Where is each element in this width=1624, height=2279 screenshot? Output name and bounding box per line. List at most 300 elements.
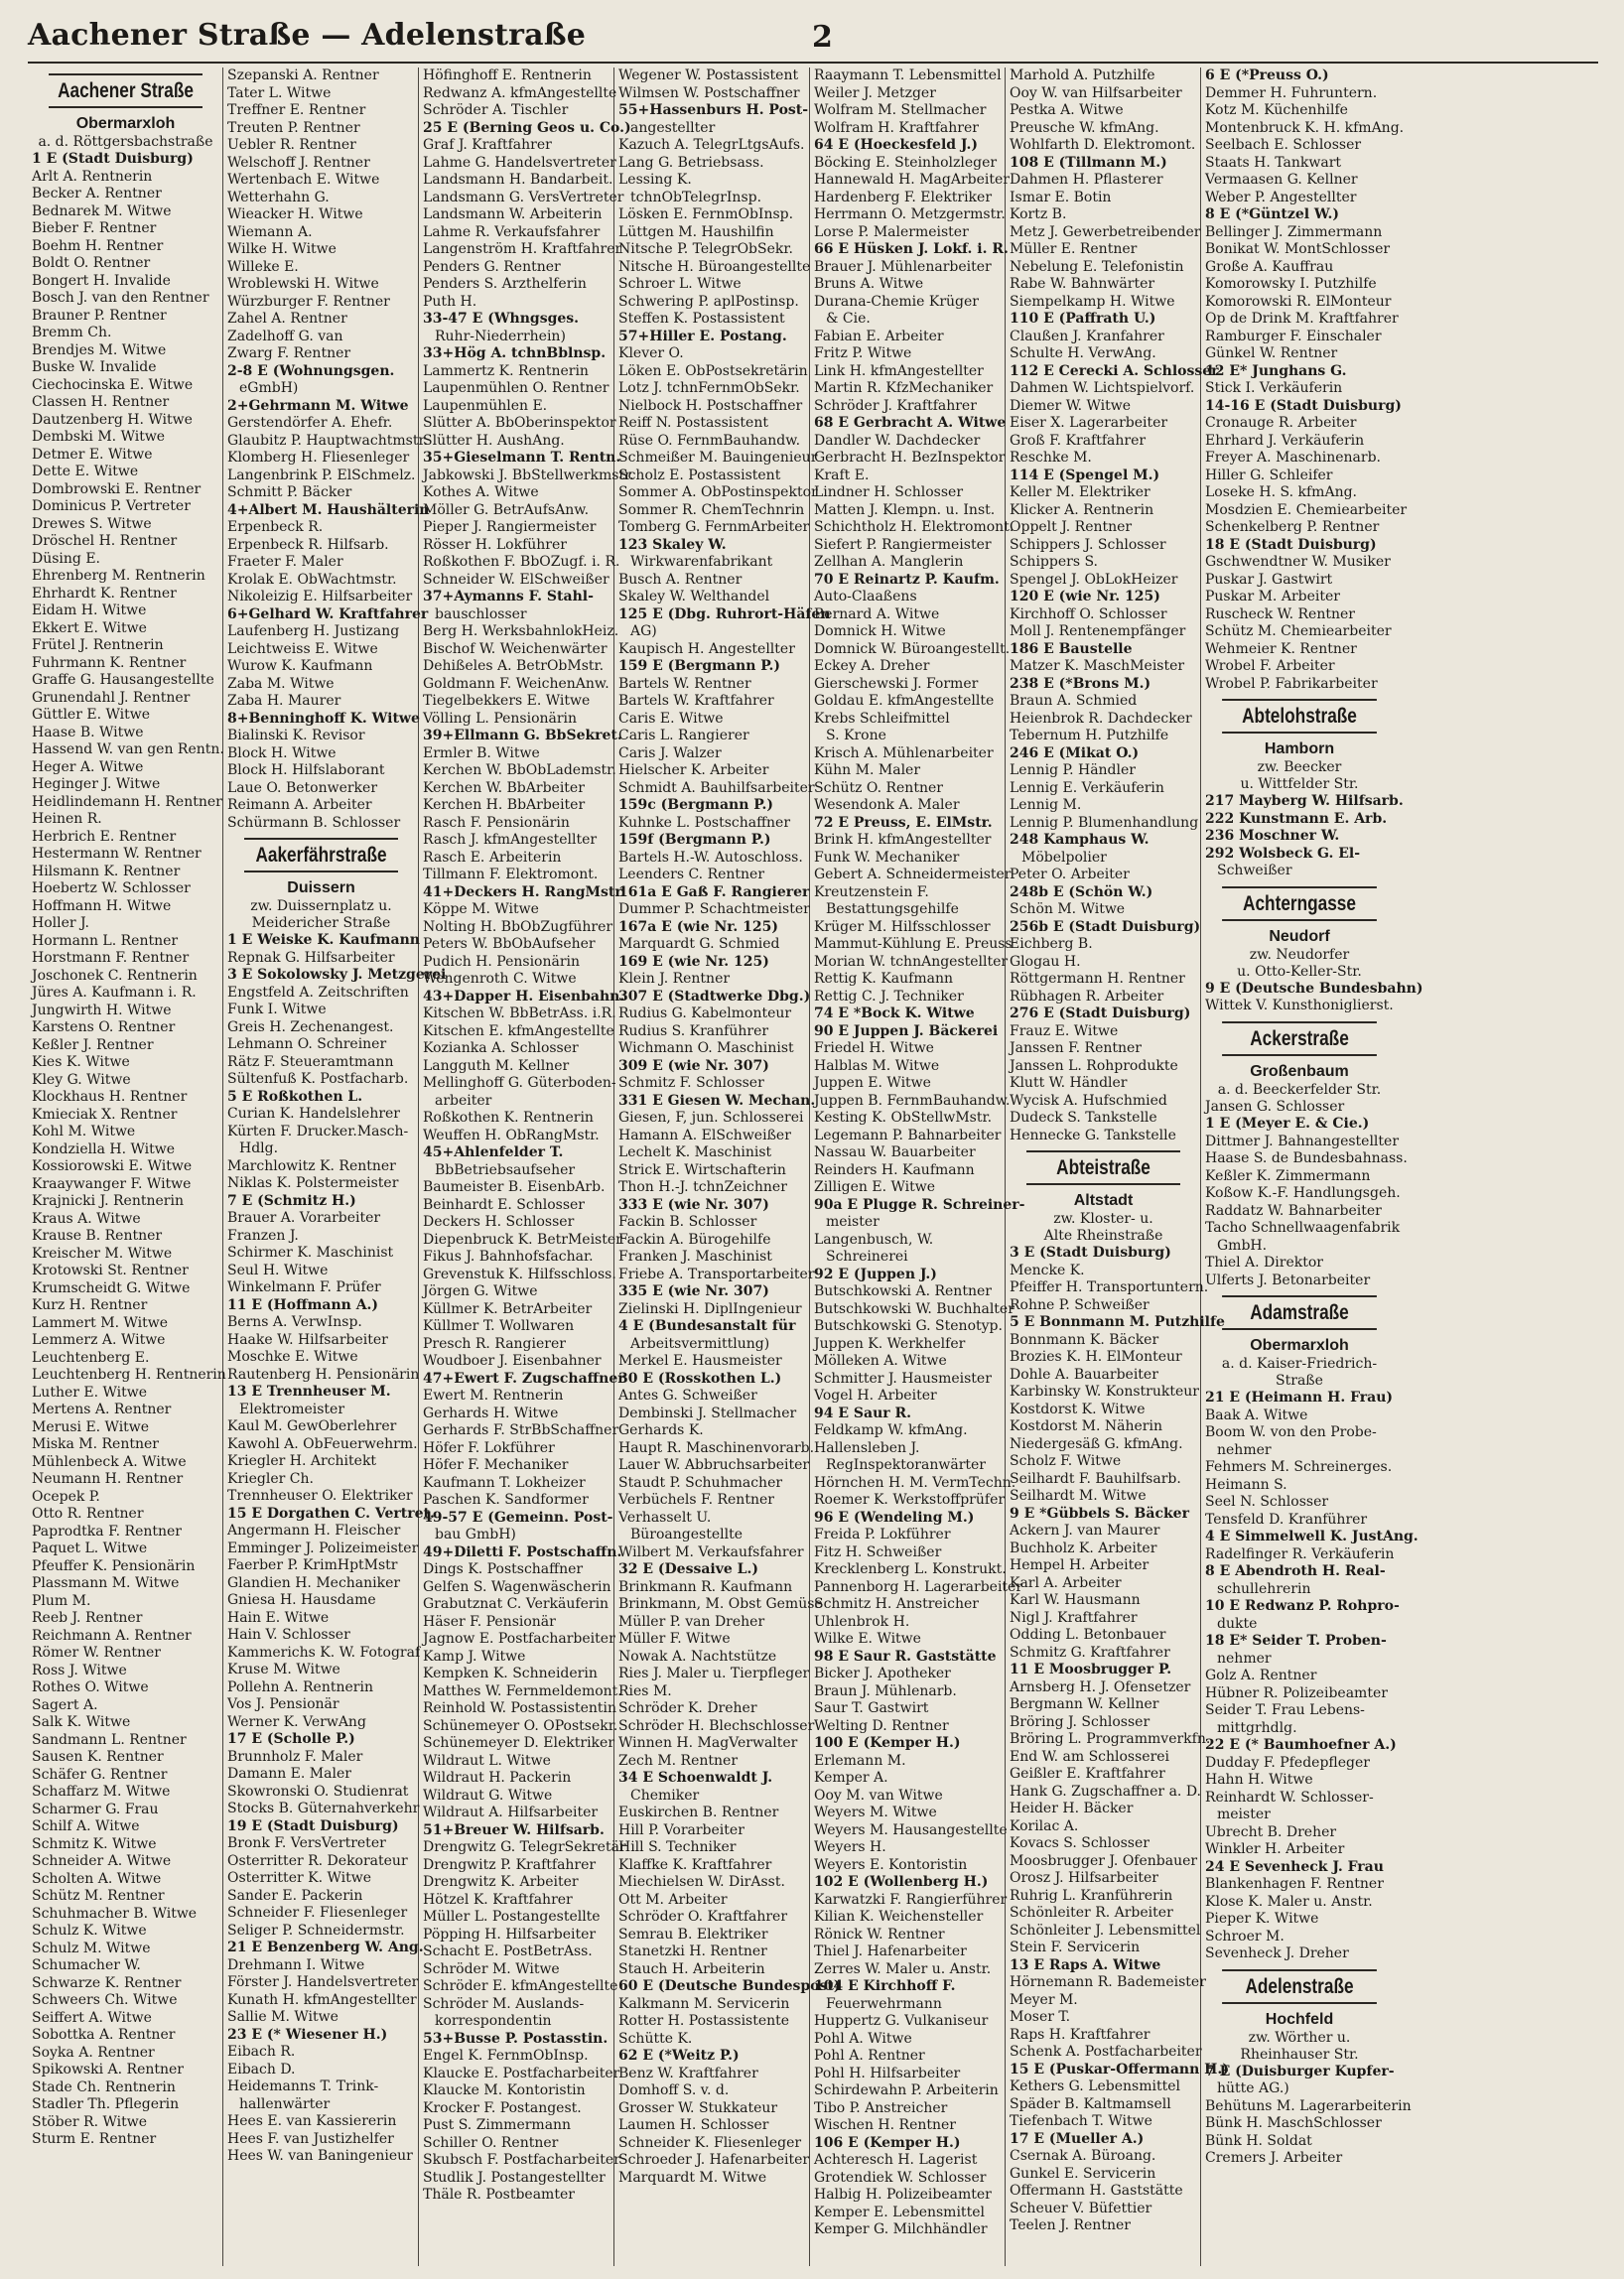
house-number-entry: 70 E Reinartz P. Kaufm.: [814, 571, 1000, 588]
resident-entry: Freida P. Lokführer: [814, 1527, 951, 1542]
resident-entry: Berns A. VerwInsp.: [227, 1314, 362, 1330]
resident-entry: Krolak E. ObWachtmstr.: [227, 571, 397, 588]
resident-entry: Boom W. von den Probe-: [1205, 1424, 1377, 1440]
resident-entry: Radelfinger R. Verkäuferin: [1205, 1545, 1395, 1562]
resident-entry: Beinhardt E. Schlosser: [423, 1196, 585, 1213]
resident-entry: Drengwitz K. Arbeiter: [423, 1874, 579, 1890]
resident-entry: Franken J. Maschinist: [618, 1249, 772, 1265]
resident-entry: Raps H. Kraftfahrer: [1010, 2026, 1150, 2043]
entry-continuation: S. Krone: [826, 728, 886, 743]
resident-entry: Schirdewahn P. Arbeiterin: [814, 2082, 999, 2098]
resident-entry: Heinen R.: [32, 811, 102, 827]
resident-entry: Sevenheck J. Dreher: [1205, 1945, 1349, 1961]
resident-entry: Hennecke G. Tankstelle: [1010, 1127, 1176, 1143]
resident-entry: Pohl H. Hilfsarbeiter: [814, 2065, 961, 2081]
resident-entry: Laupenmühlen E.: [423, 397, 548, 414]
resident-entry: Dembski M. Witwe: [32, 429, 166, 445]
house-number-entry: 10 E Redwanz P. Rohpro-: [1205, 1598, 1400, 1614]
resident-entry: Höfer F. Lokführer: [423, 1439, 555, 1456]
resident-entry: Landsmann W. Arbeiterin: [423, 206, 603, 222]
resident-entry: Peter O. Arbeiter: [1010, 867, 1130, 882]
resident-entry: Merusi E. Witwe: [32, 1418, 150, 1435]
resident-entry: Engel K. FernmObInsp.: [423, 2048, 589, 2064]
resident-entry: Krecklenberg L. Konstrukt.: [814, 1561, 1007, 1577]
resident-entry: Lösken E. FernmObInsp.: [618, 206, 794, 222]
resident-entry: Bednarek M. Witwe: [32, 202, 172, 219]
house-number-entry: 33-47 E (Whngsges.: [423, 311, 580, 327]
resident-entry: Römer W. Rentner: [32, 1645, 161, 1661]
resident-entry: Heienbrok R. Dachdecker: [1010, 710, 1192, 727]
resident-entry: Gerstendörfer A. Ehefr.: [227, 415, 393, 431]
resident-entry: Reiff N. Postassistent: [618, 415, 768, 431]
resident-entry: Küllmer K. BetrArbeiter: [423, 1300, 593, 1317]
resident-entry: Kraus A. Witwe: [32, 1210, 141, 1227]
resident-entry: Schmitter J. Hausmeister: [814, 1370, 992, 1387]
resident-entry: Kaupisch H. Angestellter: [618, 640, 795, 657]
resident-entry: Lehmann O. Schreiner: [227, 1036, 387, 1052]
street-location-note: zw. Wörther u.: [1248, 2029, 1351, 2046]
resident-entry: Bronk F. VersVertreter: [227, 1835, 386, 1851]
resident-entry: Dahmen W. Lichtspielvorf.: [1010, 380, 1195, 396]
resident-entry: Komorowski R. ElMonteur: [1205, 293, 1392, 310]
resident-entry: Ciechocinska E. Witwe: [32, 376, 194, 393]
resident-entry: Penders S. Arzthelferin: [423, 276, 587, 292]
house-number-entry: 331 E Giesen W. Mechan.: [618, 1092, 816, 1109]
resident-entry: Plum M.: [32, 1592, 91, 1609]
resident-entry: Lammert M. Witwe: [32, 1314, 168, 1331]
resident-entry: Nassau W. Bauarbeiter: [814, 1144, 976, 1160]
resident-entry: Bernard A. Witwe: [814, 605, 940, 622]
resident-entry: Brinkmann, M. Obst Gemüse: [618, 1596, 823, 1612]
resident-entry: Kozianka A. Schlosser: [423, 1040, 579, 1056]
resident-entry: Schenk A. Postfacharbeiter: [1010, 2044, 1202, 2060]
resident-entry: Kemper A.: [814, 1770, 888, 1786]
resident-entry: Hees F. van Justizhelfer: [227, 2130, 394, 2147]
house-number-entry: 53+Busse P. Postasstin.: [423, 2030, 609, 2047]
house-number-entry: 108 E (Tillmann M.): [1010, 154, 1167, 171]
resident-entry: Wilmsen W. Postschaffner: [618, 84, 800, 101]
resident-entry: Schuhmacher B. Witwe: [32, 1905, 198, 1922]
resident-entry: Arnsberg H. J. Ofensetzer: [1010, 1678, 1191, 1695]
resident-entry: Wischen H. Rentner: [814, 2117, 956, 2133]
house-number-entry: 248 Kamphaus W.: [1010, 832, 1150, 848]
entry-continuation: AG): [630, 623, 657, 639]
resident-entry: Hain E. Witwe: [227, 1609, 330, 1626]
resident-entry: Hannewald H. MagArbeiter: [814, 172, 1010, 188]
resident-entry: Kostdorst M. Näherin: [1010, 1418, 1162, 1434]
resident-entry: Scheuer V. Büfettier: [1010, 2200, 1152, 2216]
resident-entry: Niedergesäß G. kfmAng.: [1010, 1435, 1183, 1452]
resident-entry: Stein F. Servicerin: [1010, 1940, 1141, 1955]
resident-entry: Lahme R. Verkaufsfahrer: [423, 223, 601, 240]
resident-entry: Willeke E.: [227, 258, 299, 275]
house-number-entry: 4 E (Bundesanstalt für: [618, 1318, 796, 1334]
resident-entry: Sturm E. Rentner: [32, 2131, 157, 2147]
house-number-entry: 49-57 E (Gemeinn. Post-: [423, 1509, 613, 1526]
resident-entry: Schneider K. Fliesenleger: [618, 2134, 802, 2151]
resident-entry: Krumscheidt G. Witwe: [32, 1279, 191, 1296]
resident-entry: Jagnow E. Postfacharbeiter: [423, 1631, 615, 1647]
house-number-entry: 1 E (Stadt Duisburg): [32, 151, 194, 167]
resident-entry: Kohl M. Witwe: [32, 1124, 136, 1140]
resident-entry: Diemer W. Witwe: [1010, 397, 1132, 414]
resident-entry: Schünemeyer D. Elektriker: [423, 1735, 615, 1751]
resident-entry: Moschke E. Witwe: [227, 1349, 358, 1365]
resident-entry: Schneider A. Witwe: [32, 1853, 172, 1869]
resident-entry: Heger A. Witwe: [32, 758, 144, 775]
resident-entry: Kilian K. Weichensteller: [814, 1909, 984, 1925]
resident-entry: Pohl A. Witwe: [814, 2030, 912, 2047]
resident-entry: Hoffmann H. Witwe: [32, 897, 172, 914]
house-number-entry: 161a E Gaß F. Rangierer: [618, 883, 810, 900]
resident-entry: Pfeuffer K. Pensionärin: [32, 1557, 196, 1574]
resident-entry: Klicker A. Rentnerin: [1010, 501, 1154, 518]
resident-entry: Köppe M. Witwe: [423, 901, 539, 917]
resident-entry: Klomberg H. Fliesenleger: [227, 450, 410, 466]
house-number-entry: 106 E (Kemper H.): [814, 2134, 961, 2151]
house-number-entry: 9 E (Deutsche Bundesbahn): [1205, 980, 1423, 997]
resident-entry: Franzen J.: [227, 1227, 299, 1244]
resident-entry: Herbrich E. Rentner: [32, 828, 177, 845]
resident-entry: Zwarg F. Rentner: [227, 345, 351, 361]
resident-entry: Puskar M. Arbeiter: [1205, 589, 1340, 604]
resident-entry: Hamann A. ElSchweißer: [618, 1127, 791, 1143]
entry-continuation: angestellter: [630, 119, 716, 136]
resident-entry: Jabkowski J. BbStellwerkmstr.: [423, 467, 634, 483]
resident-entry: Lauer W. Abbruchsarbeiter: [618, 1457, 810, 1473]
entry-continuation: bauschlosser: [435, 605, 527, 622]
house-number-entry: 35+Gieselmann T. Rentn.: [423, 450, 621, 466]
resident-entry: Ulferts J. Betonarbeiter: [1205, 1272, 1371, 1288]
resident-entry: Mencke K.: [1010, 1262, 1085, 1278]
resident-entry: Sallie M. Witwe: [227, 2009, 338, 2025]
resident-entry: Grabutznat C. Verkäuferin: [423, 1596, 609, 1612]
resident-entry: Mosdzien E. Chemiearbeiter: [1205, 501, 1408, 518]
resident-entry: Gerhards F. StrBbSchaffner: [423, 1422, 619, 1438]
resident-entry: Schünemeyer O. OPostsekr.: [423, 1717, 618, 1734]
resident-entry: Karl W. Hausmann: [1010, 1592, 1141, 1608]
resident-entry: Lahme G. Handelsvertreter: [423, 154, 616, 171]
resident-entry: Kaufmann T. Lokheizer: [423, 1474, 586, 1491]
resident-entry: Kossiorowski E. Witwe: [32, 1158, 193, 1174]
house-number-entry: 25 E (Berning Geos u. Co.): [423, 119, 631, 136]
resident-entry: Hielscher K. Arbeiter: [618, 762, 769, 778]
entry-continuation: bau GmbH): [435, 1527, 516, 1542]
resident-entry: Zadelhoff G. van: [227, 328, 343, 344]
resident-entry: Mammut-Kühlung E. Preuss: [814, 936, 1013, 952]
resident-entry: Heidemanns T. Trink-: [227, 2078, 379, 2094]
house-number-entry: 123 Skaley W.: [618, 536, 727, 553]
district-heading: Hochfeld: [1265, 2010, 1334, 2028]
resident-entry: Otto R. Rentner: [32, 1506, 144, 1522]
resident-entry: Link H. kfmAngestellter: [814, 362, 984, 379]
resident-entry: Eiser X. Lagerarbeiter: [1010, 415, 1168, 431]
resident-entry: Herrmann O. Metzgermstr.: [814, 206, 1006, 222]
resident-entry: Müller F. Witwe: [618, 1631, 731, 1647]
resident-entry: Lennig E. Verkäuferin: [1010, 779, 1164, 796]
resident-entry: Gerhards K.: [618, 1422, 704, 1438]
resident-entry: Lorse P. Malermeister: [814, 223, 969, 240]
resident-entry: Hill S. Techniker: [618, 1839, 737, 1855]
resident-entry: Tater L. Witwe: [227, 84, 332, 101]
house-number-entry: 19 E (Stadt Duisburg): [227, 1817, 399, 1834]
resident-entry: Reimann A. Arbeiter: [227, 797, 372, 813]
resident-entry: Eibach R.: [227, 2044, 296, 2060]
resident-entry: Klose K. Maler u. Anstr.: [1205, 1893, 1373, 1910]
resident-entry: Bremm Ch.: [32, 325, 112, 340]
resident-entry: Pannenborg H. Lagerarbeiter: [814, 1578, 1023, 1595]
resident-entry: Goldmann F. WeichenAnw.: [423, 675, 609, 692]
resident-entry: Ewert M. Rentnerin: [423, 1388, 564, 1404]
resident-entry: Fikus J. Bahnhofsfachar.: [423, 1249, 594, 1265]
resident-entry: Wycisk A. Hufschmied: [1010, 1092, 1167, 1109]
resident-entry: Pestka A. Witwe: [1010, 102, 1124, 118]
resident-entry: Schürmann B. Schlosser: [227, 814, 401, 831]
resident-entry: Laupenmühlen O. Rentner: [423, 380, 609, 396]
resident-entry: Jörgen G. Witwe: [423, 1283, 538, 1299]
resident-entry: Wildraut G. Witwe: [423, 1787, 553, 1804]
resident-entry: Csernak A. Büroang.: [1010, 2148, 1156, 2164]
resident-entry: Kerchen H. BbArbeiter: [423, 797, 586, 813]
resident-entry: Bröring J. Schlosser: [1010, 1713, 1150, 1730]
house-number-entry: 22 E (* Baumhoefner A.): [1205, 1737, 1397, 1753]
resident-entry: Ocepek P.: [32, 1488, 100, 1505]
resident-entry: Wiemann A.: [227, 223, 313, 240]
entry-continuation: korrespondentin: [435, 2013, 552, 2029]
house-number-entry: 68 E Gerbracht A. Witwe: [814, 415, 1007, 431]
resident-entry: Höfer F. Mechaniker: [423, 1457, 569, 1473]
resident-entry: Zilligen E. Witwe: [814, 1179, 935, 1195]
entry-continuation: hallenwärter: [239, 2095, 331, 2112]
house-number-entry: 24 E Sevenheck J. Frau: [1205, 1858, 1384, 1875]
entry-continuation: meister: [1217, 1807, 1271, 1822]
resident-entry: Ross J. Witwe: [32, 1662, 127, 1678]
resident-entry: Schütz O. Rentner: [814, 779, 943, 796]
resident-entry: Groß F. Kraftfahrer: [1010, 432, 1147, 449]
resident-entry: Vos J. Pensionär: [227, 1696, 339, 1712]
house-number-entry: 167a E (wie Nr. 125): [618, 918, 778, 935]
resident-entry: Schönleiter J. Lebensmittel: [1010, 1922, 1201, 1939]
resident-entry: Lennig M.: [1010, 797, 1082, 813]
district-heading: Obermarxloh: [75, 115, 176, 132]
house-number-entry: 104 E Kirchhoff F.: [814, 1978, 956, 1994]
house-number-entry: 9 E *Gübbels S. Bäcker: [1010, 1505, 1189, 1522]
resident-entry: Ruscheck W. Rentner: [1205, 605, 1355, 622]
resident-entry: Diepenbruck K. BetrMeister: [423, 1231, 622, 1248]
resident-entry: Dominicus P. Vertreter: [32, 498, 191, 514]
resident-entry: Matzer K. MaschMeister: [1010, 658, 1185, 674]
resident-entry: Sommer A. ObPostinspektor: [618, 484, 818, 500]
resident-entry: Rönick W. Rentner: [814, 1926, 945, 1943]
house-number-entry: 98 E Saur R. Gaststätte: [814, 1648, 997, 1665]
resident-entry: Hempel H. Arbeiter: [1010, 1557, 1150, 1573]
resident-entry: Deckers H. Schlosser: [423, 1214, 575, 1230]
resident-entry: Zellhan A. Manglerin: [814, 554, 964, 570]
resident-entry: Tillmann F. Elektromont.: [423, 867, 599, 882]
resident-entry: Achteresch H. Lagerist: [814, 2152, 978, 2168]
resident-entry: Schütz M. Chemiearbeiter: [1205, 623, 1392, 639]
house-number-entry: 3 E (Stadt Duisburg): [1010, 1245, 1171, 1261]
entry-continuation: BbBetriebsaufseher: [435, 1161, 576, 1178]
resident-entry: Nolting H. BbObZugführer: [423, 918, 613, 935]
resident-entry: Schmidt A. Bauhilfsarbeiter: [618, 779, 815, 796]
resident-entry: Verbüchels F. Rentner: [618, 1492, 774, 1508]
entry-continuation: dukte: [1217, 1615, 1258, 1632]
resident-entry: Karstens O. Rentner: [32, 1019, 176, 1035]
resident-entry: Huppertz G. Vulkaniseur: [814, 2013, 989, 2029]
house-number-entry: 292 Wolsbeck G. El-: [1205, 845, 1361, 862]
resident-entry: Uebler R. Rentner: [227, 137, 356, 153]
house-number-entry: 41+Deckers H. RangMstr.: [423, 883, 626, 900]
resident-entry: Niklas K. Polstermeister: [227, 1175, 399, 1191]
directory-column: [810, 67, 1025, 2266]
resident-entry: Fuhrmann K. Rentner: [32, 654, 187, 671]
house-number-entry: 246 E (Mikat O.): [1010, 744, 1140, 761]
resident-entry: Heidlindemann H. Rentner: [32, 793, 222, 810]
resident-entry: Rabe W. Bahnwärter: [1010, 276, 1155, 292]
resident-entry: Kraaywanger F. Witwe: [32, 1175, 192, 1192]
resident-entry: Kurz H. Rentner: [32, 1297, 148, 1313]
house-number-entry: 110 E (Paffrath U.): [1010, 311, 1156, 327]
resident-entry: Ooy M. van Witwe: [814, 1787, 943, 1804]
resident-entry: Wegener W. Postassistent: [618, 67, 799, 83]
resident-entry: Dandler W. Dachdecker: [814, 432, 981, 449]
resident-entry: Schmeißer M. Bauingenieur: [618, 450, 818, 466]
resident-entry: Emminger J. Polizeimeister: [227, 1540, 419, 1556]
house-number-entry: 256b E (Stadt Duisburg): [1010, 918, 1201, 935]
resident-entry: Redwanz A. kfmAngestellte: [423, 84, 617, 101]
resident-entry: Montenbruck K. H. kfmAng.: [1205, 119, 1405, 136]
resident-entry: Pudich H. Pensionärin: [423, 953, 581, 970]
entry-continuation: Feuerwehrmann: [826, 1995, 942, 2012]
entry-continuation: Möbelpolier: [1021, 849, 1107, 866]
resident-entry: Lechelt K. Maschinist: [618, 1144, 772, 1160]
entry-continuation: Büroangestellte: [630, 1527, 743, 1542]
resident-entry: Schäfer G. Rentner: [32, 1766, 168, 1783]
resident-entry: Vogel H. Arbeiter: [814, 1388, 937, 1404]
resident-entry: Günkel W. Rentner: [1205, 345, 1338, 361]
resident-entry: Schön M. Witwe: [1010, 901, 1126, 917]
resident-entry: Plassmann M. Witwe: [32, 1575, 180, 1591]
resident-entry: Cronauge R. Arbeiter: [1205, 415, 1357, 431]
resident-entry: Kostdorst K. Witwe: [1010, 1401, 1146, 1417]
resident-entry: Rotter H. Postassistente: [618, 2013, 790, 2029]
resident-entry: Bröring L. Programmverkfn.: [1010, 1731, 1211, 1747]
resident-entry: Domnick W. Büroangestellt.: [814, 640, 1011, 657]
resident-entry: Ries M.: [618, 1682, 672, 1699]
house-number-entry: 13 E Trennheuser M.: [227, 1384, 391, 1400]
resident-entry: Durana-Chemie Krüger: [814, 293, 979, 310]
resident-entry: Kamp J. Witwe: [423, 1648, 526, 1665]
directory-column: [1006, 67, 1229, 2266]
house-number-entry: 1 E (Meyer E. & Cie.): [1205, 1116, 1370, 1132]
resident-entry: Keßler J. Rentner: [32, 1036, 154, 1053]
resident-entry: Wichmann O. Maschinist: [618, 1040, 794, 1056]
resident-entry: Weber P. Angestellter: [1205, 189, 1357, 205]
resident-entry: Kammerichs K. W. Fotograf: [227, 1644, 421, 1661]
resident-entry: Leuchtenberg E.: [32, 1349, 150, 1366]
resident-entry: Butschkowski A. Rentner: [814, 1283, 992, 1299]
house-number-entry: 21 E (Heimann H. Frau): [1205, 1390, 1394, 1406]
resident-entry: Fackin A. Bürogehilfe: [618, 1231, 771, 1248]
resident-entry: Koßow K.-F. Handlungsgeh.: [1205, 1185, 1401, 1201]
resident-entry: Bonnmann K. Bäcker: [1010, 1331, 1159, 1348]
resident-entry: Halblas M. Witwe: [814, 1057, 940, 1074]
resident-entry: Ruhrig L. Kranführerin: [1010, 1887, 1173, 1904]
resident-entry: Euskirchen B. Rentner: [618, 1805, 779, 1820]
house-number-entry: 333 E (wie Nr. 307): [618, 1196, 769, 1213]
house-number-entry: 49+Diletti F. Postschaffn.: [423, 1543, 622, 1560]
resident-entry: Reinhold W. Postassistentin: [423, 1700, 617, 1716]
house-number-entry: 23 E (* Wiesener H.): [227, 2026, 388, 2043]
house-number-entry: 39+Ellmann G. BbSekret.: [423, 728, 622, 743]
resident-entry: Kuhnke L. Postschaffner: [618, 814, 791, 831]
resident-entry: Rettig C. J. Techniker: [814, 988, 964, 1005]
resident-entry: Puth H.: [423, 293, 477, 310]
resident-entry: Schippers J. Schlosser: [1010, 536, 1166, 553]
resident-entry: Hill P. Vorarbeiter: [618, 1821, 744, 1838]
resident-entry: Wilke E. Witwe: [814, 1631, 921, 1647]
resident-entry: Rasch J. kfmAngestellter: [423, 832, 598, 848]
resident-entry: Engstfeld A. Zeitschriften: [227, 984, 409, 1001]
resident-entry: Ubrecht B. Dreher: [1205, 1823, 1337, 1840]
resident-entry: Ermler B. Witwe: [423, 744, 540, 761]
directory-column: [28, 67, 226, 2266]
resident-entry: Friedel H. Witwe: [814, 1040, 934, 1056]
house-number-entry: 5 E Roßkothen L.: [227, 1088, 363, 1105]
resident-entry: Tiegelbekkers E. Witwe: [423, 693, 591, 709]
resident-entry: Brink H. kfmAngestellter: [814, 832, 992, 848]
resident-entry: Wildraut A. Hilfsarbeiter: [423, 1805, 599, 1820]
resident-entry: Tiefenbach T. Witwe: [1010, 2113, 1152, 2129]
resident-entry: Schumacher W.: [32, 1957, 141, 1973]
resident-entry: Weuffen H. ObRangMstr.: [423, 1127, 600, 1143]
house-number-entry: 307 E (Stadtwerke Dbg.): [618, 988, 811, 1005]
entry-continuation: Schreinerei: [826, 1249, 908, 1265]
resident-entry: Joschonek C. Rentnerin: [32, 967, 198, 984]
resident-entry: Schippers S.: [1010, 554, 1099, 570]
resident-entry: Kortz B.: [1010, 206, 1067, 222]
resident-entry: Nitsche P. TelegrObSekr.: [618, 241, 793, 257]
resident-entry: Sandmann L. Rentner: [32, 1731, 187, 1748]
resident-entry: Dahmen H. Pflasterer: [1010, 172, 1163, 188]
resident-entry: Förster J. Handelsvertreter: [227, 1974, 419, 1990]
house-number-entry: 21 E Benzenberg W. Ang.: [227, 1940, 424, 1955]
district-heading: Duissern: [287, 879, 355, 896]
house-number-entry: 1 E Weiske K. Kaufmann: [227, 932, 420, 948]
entry-continuation: Wirkwarenfabrikant: [630, 554, 773, 570]
house-number-entry: 37+Aymanns F. Stahl-: [423, 589, 594, 604]
resident-entry: Blankenhagen F. Rentner: [1205, 1876, 1384, 1892]
resident-entry: Friebe A. Transportarbeiter: [618, 1266, 815, 1282]
resident-entry: Hain V. Schlosser: [227, 1627, 350, 1643]
resident-entry: Treuten P. Rentner: [227, 119, 360, 136]
resident-entry: Karl A. Arbeiter: [1010, 1574, 1122, 1591]
resident-entry: Zech M. Rentner: [618, 1752, 739, 1769]
resident-entry: Wolfram H. Kraftfahrer: [814, 119, 979, 136]
resident-entry: Moll J. Rentenempfänger: [1010, 623, 1186, 639]
resident-entry: Kürten F. Drucker.Masch-: [227, 1123, 409, 1140]
house-number-entry: 7 E (Duisburger Kupfer-: [1205, 2063, 1395, 2079]
resident-entry: Siefert P. Rangiermeister: [814, 536, 992, 553]
resident-entry: Paschen K. Sandformer: [423, 1492, 589, 1508]
resident-entry: Seiffert A. Witwe: [32, 2009, 152, 2026]
resident-entry: Merkel E. Hausmeister: [618, 1353, 782, 1369]
resident-entry: Schroer L. Witwe: [618, 276, 742, 292]
resident-entry: Zielinski H. DiplIngenieur: [618, 1300, 802, 1317]
resident-entry: Osterritter R. Dekorateur: [227, 1852, 408, 1869]
resident-entry: Bicker J. Apotheker: [814, 1666, 951, 1681]
